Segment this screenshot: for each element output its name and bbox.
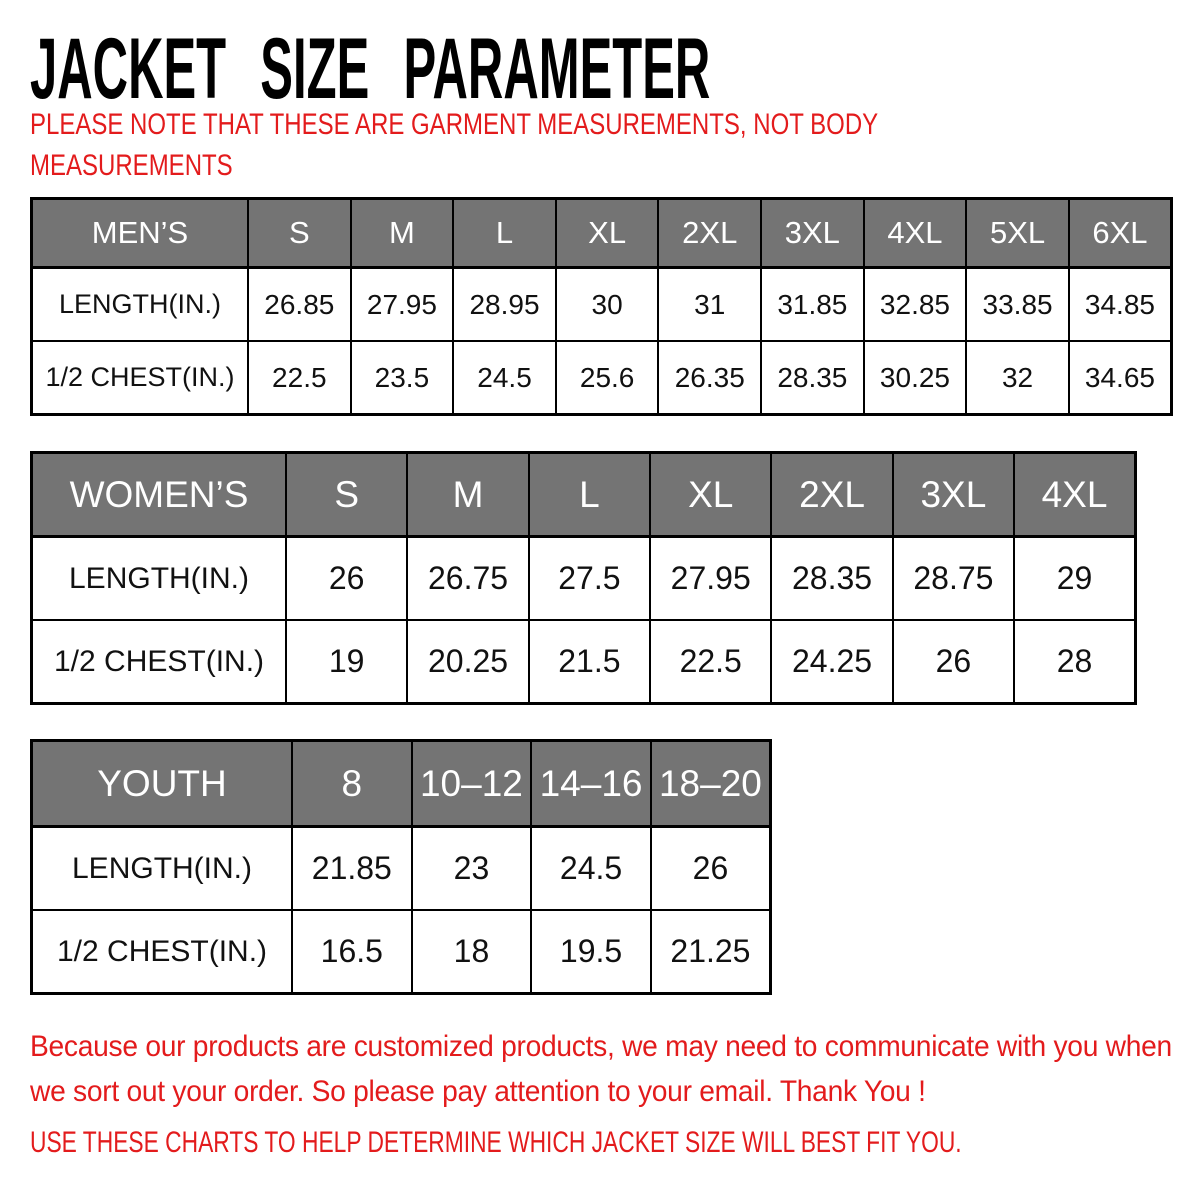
size-cell: 5XL — [966, 199, 1069, 268]
size-cell: 8 — [292, 741, 412, 827]
page-title: JACKET SIZE PARAMETER — [30, 21, 711, 117]
value-cell: 32.85 — [864, 268, 967, 342]
value-cell: 28 — [1014, 620, 1135, 704]
size-cell: S — [286, 453, 407, 537]
measurement-row — [32, 537, 1136, 621]
value-cell: 22.5 — [248, 341, 351, 415]
size-cell: L — [453, 199, 556, 268]
value-cell: 31 — [658, 268, 761, 342]
row-label-cell: 1/2 CHEST(IN.) — [32, 910, 293, 994]
table-title-cell: YOUTH — [32, 741, 293, 827]
measurement-row — [32, 341, 1172, 415]
value-cell: 28.35 — [761, 341, 864, 415]
value-cell: 20.25 — [407, 620, 528, 704]
value-cell: 18 — [412, 910, 532, 994]
value-cell: 24.25 — [771, 620, 892, 704]
value-cell: 25.6 — [556, 341, 659, 415]
value-cell: 28.35 — [771, 537, 892, 621]
row-label-cell: 1/2 CHEST(IN.) — [32, 620, 287, 704]
value-cell: 34.65 — [1069, 341, 1172, 415]
value-cell: 21.25 — [651, 910, 771, 994]
value-cell: 16.5 — [292, 910, 412, 994]
value-cell: 24.5 — [453, 341, 556, 415]
size-cell: 14–16 — [531, 741, 651, 827]
size-cell: XL — [556, 199, 659, 268]
size-cell: M — [351, 199, 454, 268]
youth-size-table — [30, 739, 772, 995]
size-cell: 2XL — [771, 453, 892, 537]
row-label-cell: 1/2 CHEST(IN.) — [32, 341, 249, 415]
value-cell: 27.5 — [529, 537, 650, 621]
value-cell: 31.85 — [761, 268, 864, 342]
size-cell: L — [529, 453, 650, 537]
value-cell: 19 — [286, 620, 407, 704]
size-cell: 18–20 — [651, 741, 771, 827]
size-cell: 10–12 — [412, 741, 532, 827]
value-cell: 23 — [412, 827, 532, 911]
value-cell: 24.5 — [531, 827, 651, 911]
mens-size-table — [30, 197, 1173, 416]
size-cell: M — [407, 453, 528, 537]
size-header-row — [32, 453, 1136, 537]
size-cell: 3XL — [761, 199, 864, 268]
row-label-cell: LENGTH(IN.) — [32, 827, 293, 911]
value-cell: 32 — [966, 341, 1069, 415]
size-cell: 6XL — [1069, 199, 1172, 268]
value-cell: 21.85 — [292, 827, 412, 911]
value-cell: 26.85 — [248, 268, 351, 342]
value-cell: 27.95 — [650, 537, 771, 621]
table-title-cell: WOMEN’S — [32, 453, 287, 537]
measurement-row — [32, 827, 771, 911]
size-cell: 4XL — [1014, 453, 1135, 537]
size-header-row — [32, 199, 1172, 268]
value-cell: 26 — [286, 537, 407, 621]
size-cell: XL — [650, 453, 771, 537]
value-cell: 34.85 — [1069, 268, 1172, 342]
value-cell: 26.35 — [658, 341, 761, 415]
value-cell: 19.5 — [531, 910, 651, 994]
custom-order-note: Because our products are customized products, we may need to communicate with you when we sort out your order. So please pay attention to your email. Thank You ! — [30, 1030, 1172, 1108]
value-cell: 28.75 — [893, 537, 1014, 621]
size-cell: 4XL — [864, 199, 967, 268]
womens-size-table — [30, 451, 1137, 705]
size-cell: S — [248, 199, 351, 268]
size-cell: 2XL — [658, 199, 761, 268]
value-cell: 33.85 — [966, 268, 1069, 342]
value-cell: 26.75 — [407, 537, 528, 621]
value-cell: 26 — [651, 827, 771, 911]
measurement-row — [32, 268, 1172, 342]
measurement-row — [32, 620, 1136, 704]
value-cell: 21.5 — [529, 620, 650, 704]
value-cell: 29 — [1014, 537, 1135, 621]
value-cell: 30.25 — [864, 341, 967, 415]
measurement-row — [32, 910, 771, 994]
value-cell: 26 — [893, 620, 1014, 704]
garment-measurement-note: PLEASE NOTE THAT THESE ARE GARMENT MEASUREMENTS, NOT BODY MEASUREMENTS — [30, 108, 878, 183]
value-cell: 27.95 — [351, 268, 454, 342]
size-header-row — [32, 741, 771, 827]
row-label-cell: LENGTH(IN.) — [32, 268, 249, 342]
value-cell: 30 — [556, 268, 659, 342]
value-cell: 22.5 — [650, 620, 771, 704]
table-title-cell: MEN’S — [32, 199, 249, 268]
value-cell: 28.95 — [453, 268, 556, 342]
size-cell: 3XL — [893, 453, 1014, 537]
fit-guide-note: USE THESE CHARTS TO HELP DETERMINE WHICH JACKET SIZE WILL BEST FIT YOU. — [30, 1126, 962, 1159]
value-cell: 23.5 — [351, 341, 454, 415]
row-label-cell: LENGTH(IN.) — [32, 537, 287, 621]
